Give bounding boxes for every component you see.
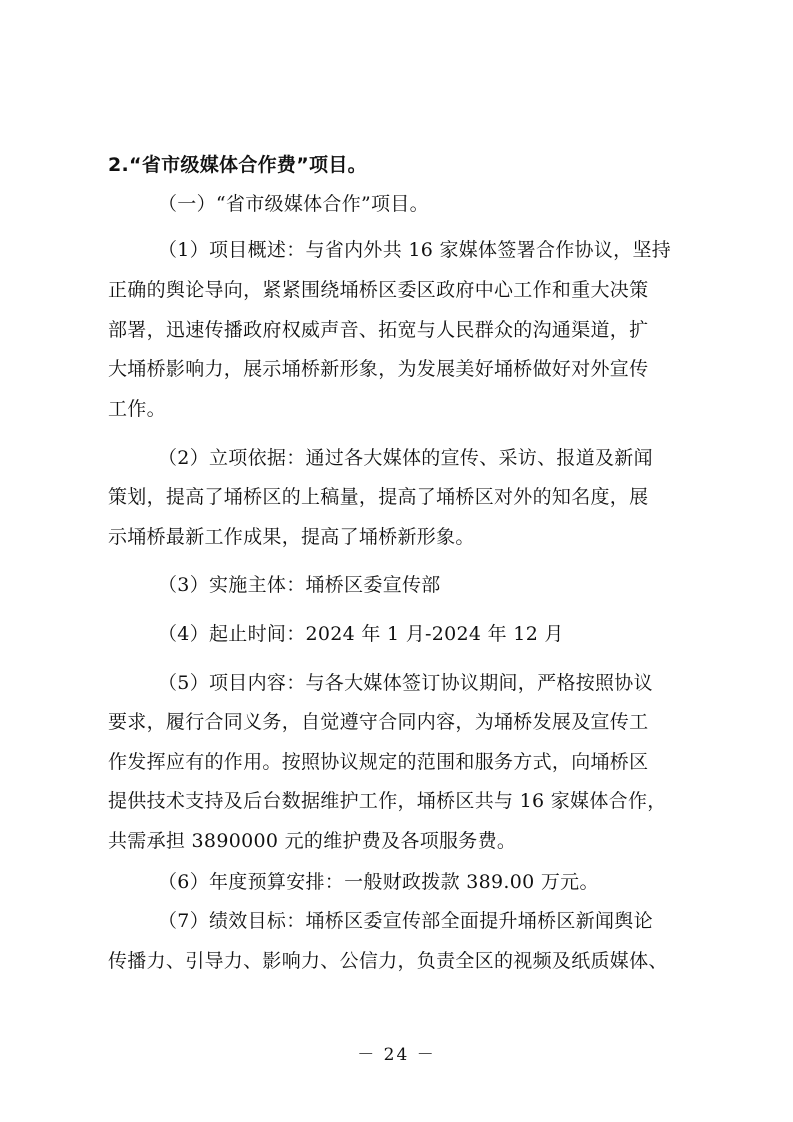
section-heading: 2.“省市级媒体合作费”项目。 bbox=[108, 154, 367, 176]
paragraph-line: （4）起止时间：2024 年 1 月-2024 年 12 月 bbox=[158, 623, 564, 645]
paragraph-line: 提供技术支持及后台数据维护工作，埇桥区共与 16 家媒体合作， bbox=[108, 790, 667, 812]
paragraph-line: （7）绩效目标：埇桥区委宣传部全面提升埇桥区新闻舆论 bbox=[158, 910, 653, 932]
paragraph-line: （5）项目内容：与各大媒体签订协议期间，严格按照协议 bbox=[158, 672, 653, 694]
paragraph-line: （6）年度预算安排：一般财政拨款 389.00 万元。 bbox=[158, 871, 599, 893]
paragraph-line: 要求，履行合同义务，自觉遵守合同内容，为埇桥发展及宣传工 bbox=[108, 711, 649, 733]
paragraph-line: 共需承担 3890000 元的维护费及各项服务费。 bbox=[108, 830, 517, 852]
paragraph-line: 正确的舆论导向，紧紧围绕埇桥区委区政府中心工作和重大决策 bbox=[108, 279, 649, 301]
paragraph-line: 传播力、引导力、影响力、公信力，负责全区的视频及纸质媒体、 bbox=[108, 950, 668, 972]
paragraph-line: 示埇桥最新工作成果，提高了埇桥新形象。 bbox=[108, 526, 475, 548]
paragraph-line: 策划，提高了埇桥区的上稿量，提高了埇桥区对外的知名度，展 bbox=[108, 486, 649, 508]
subsection-heading: （一）“省市级媒体合作”项目。 bbox=[158, 193, 429, 215]
paragraph-line: 工作。 bbox=[108, 398, 166, 420]
paragraph-line: （2）立项依据：通过各大媒体的宣传、采访、报道及新闻 bbox=[158, 447, 653, 469]
paragraph-line: 部署，迅速传播政府权威声音、拓宽与人民群众的沟通渠道，扩 bbox=[108, 319, 649, 341]
paragraph-line: 作发挥应有的作用。按照协议规定的范围和服务方式，向埇桥区 bbox=[108, 751, 649, 773]
paragraph-line: 大埇桥影响力，展示埇桥新形象，为发展美好埇桥做好对外宣传 bbox=[108, 358, 649, 380]
paragraph-line: （1）项目概述：与省内外共 16 家媒体签署合作协议，坚持 bbox=[158, 239, 672, 261]
paragraph-line: （3）实施主体：埇桥区委宣传部 bbox=[158, 574, 441, 596]
page-number: － 24 － bbox=[357, 1045, 436, 1065]
